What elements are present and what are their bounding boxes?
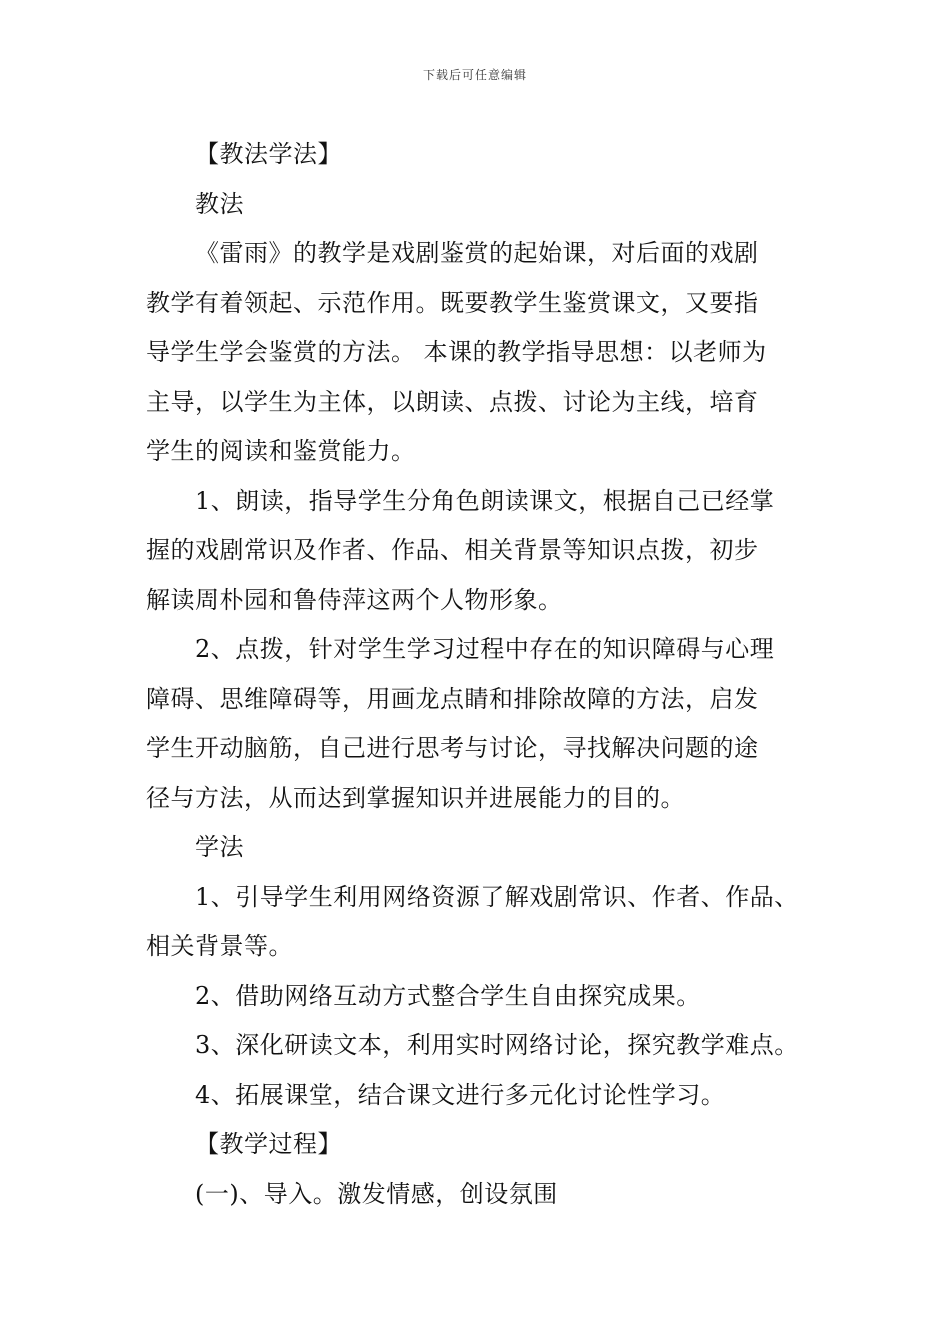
subheading-learning-method: 学法 [195, 833, 244, 861]
paragraph-line: 主导，以学生为主体，以朗读、点拨、讨论为主线，培育 [146, 387, 759, 416]
paragraph-line: 相关背景等。 [146, 932, 293, 960]
paragraph-line: 障碍、思维障碍等，用画龙点睛和排除故障的方法，启发 [146, 684, 759, 713]
subheading-teaching-method: 教法 [195, 189, 244, 218]
list-item-line: 1、朗读，指导学生分角色朗读课文，根据自己已经掌 [195, 486, 775, 515]
paragraph-line: 教学有着领起、示范作用。既要教学生鉴赏课文，又要指 [146, 288, 759, 317]
list-item-line: 2、点拨，针对学生学习过程中存在的知识障碍与心理 [195, 635, 775, 663]
subheading-intro: (一)、导入。激发情感，创设氛围 [195, 1179, 558, 1208]
section-heading-process: 【教学过程】 [195, 1130, 342, 1158]
document-body [146, 130, 826, 1219]
paragraph-line: 导学生学会鉴赏的方法。 本课的教学指导思想：以老师为 [146, 338, 767, 366]
list-item-line: 1、引导学生利用网络资源了解戏剧常识、作者、作品、 [195, 882, 799, 911]
paragraph-line: 学生开动脑筋，自己进行思考与讨论，寻找解决问题的途 [146, 734, 759, 762]
page-header: 下载后可任意编辑 [422, 68, 527, 82]
paragraph-line: 《雷雨》的教学是戏剧鉴赏的起始课，对后面的戏剧 [195, 239, 759, 267]
paragraph-line: 握的戏剧常识及作者、作品、相关背景等知识点拨，初步 [146, 536, 759, 564]
paragraph-line: 径与方法，从而达到掌握知识并进展能力的目的。 [146, 783, 685, 812]
list-item-line: 4、拓展课堂，结合课文进行多元化讨论性学习。 [195, 1080, 726, 1109]
section-heading-methods: 【教法学法】 [195, 140, 342, 168]
list-item-line: 2、借助网络互动方式整合学生自由探究成果。 [195, 981, 701, 1010]
list-item-line: 3、深化研读文本，利用实时网络讨论，探究教学难点。 [195, 1031, 799, 1059]
paragraph-line: 解读周朴园和鲁侍萍这两个人物形象。 [146, 585, 563, 614]
paragraph-line: 学生的阅读和鉴赏能力。 [146, 437, 416, 465]
